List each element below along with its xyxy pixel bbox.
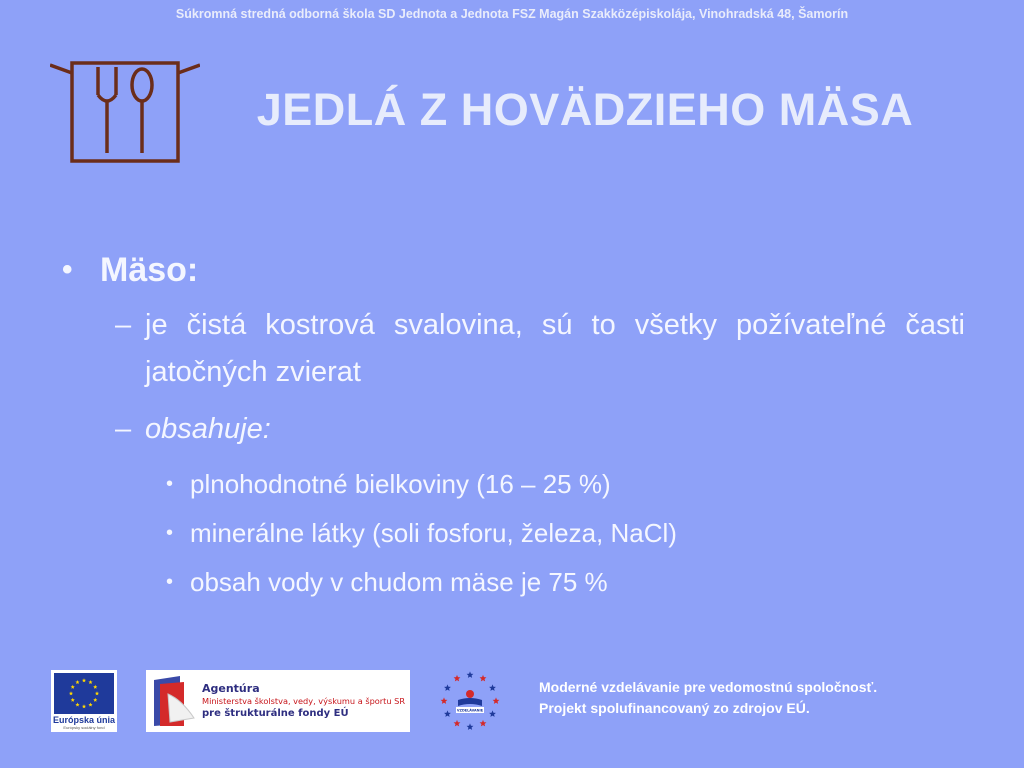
slide-content [60,248,965,600]
op-star-icon [441,697,448,704]
agency-emblem-icon [150,674,198,728]
bullet-icon: • [62,253,73,286]
bullet-heading [60,248,965,292]
op-star-icon [489,684,496,691]
op-star-icon [444,710,451,717]
cooking-pot-icon [50,55,200,170]
bullet-icon: • [166,522,174,544]
bullet-icon: • [166,473,174,495]
list-item-text: je čistá kostrová svalovina, sú to všetky požívateľné časti jatočných zvierat [145,309,965,388]
list-item [115,406,965,453]
agency-line2: Ministerstva školstva, vedy, výskumu a športu SR [202,696,406,706]
agency-logo [146,670,410,732]
fork-icon [98,67,116,153]
op-star-icon [444,684,451,691]
operational-programme-logo-icon [438,670,502,732]
sub-list-item-text: minerálne látky (soli fosforu, železa, NaCl) [190,518,677,548]
sub-list-item-text: obsah vody v chudom mäse je 75 % [190,567,608,597]
list-item [115,302,965,396]
spoon-icon [132,69,152,153]
dash-icon: – [115,309,132,341]
footer-note [539,677,999,719]
op-star-icon [467,671,474,678]
op-star-icon [480,720,487,727]
list-item-text: obsahuje: [145,413,271,445]
op-star-icon [480,675,487,682]
sub-list-item-text: plnohodnotné bielkoviny (16 – 25 %) [190,469,611,499]
op-star-icon [489,710,496,717]
slide-title: JEDLÁ Z HOVÄDZIEHO MÄSA [256,84,914,135]
agency-line1: Agentúra [202,682,260,695]
op-star-icon [454,675,461,682]
heading-text: Mäso: [100,251,199,289]
bullet-icon: • [166,571,174,593]
sub-list-item [166,515,965,551]
dash-icon: – [115,413,132,445]
agency-line3: pre štrukturálne fondy EÚ [202,708,349,719]
op-star-icon [454,720,461,727]
eu-flag-icon [54,673,114,714]
school-header: Súkromná stredná odborná škola SD Jednota a Jednota FSZ Magán Szakközépiskolája, Vinohradská 48, Šamorín [175,7,849,21]
sub-list-item [166,564,965,600]
footer-note-line1: Moderné vzdelávanie pre vedomostnú spoločnosť. [539,679,878,695]
op-star-icon [467,723,474,730]
op-star-icon [493,697,500,704]
footer-note-line2: Projekt spolufinancovaný zo zdrojov EÚ. [539,700,810,716]
eu-logo-sublabel: Európsky sociálny fond [63,725,105,730]
eu-logo-label: Európska únia [52,715,115,725]
svg-text:VZDELÁVANIE: VZDELÁVANIE [456,708,484,713]
eu-logo [51,670,117,732]
sub-list-item [166,466,965,502]
